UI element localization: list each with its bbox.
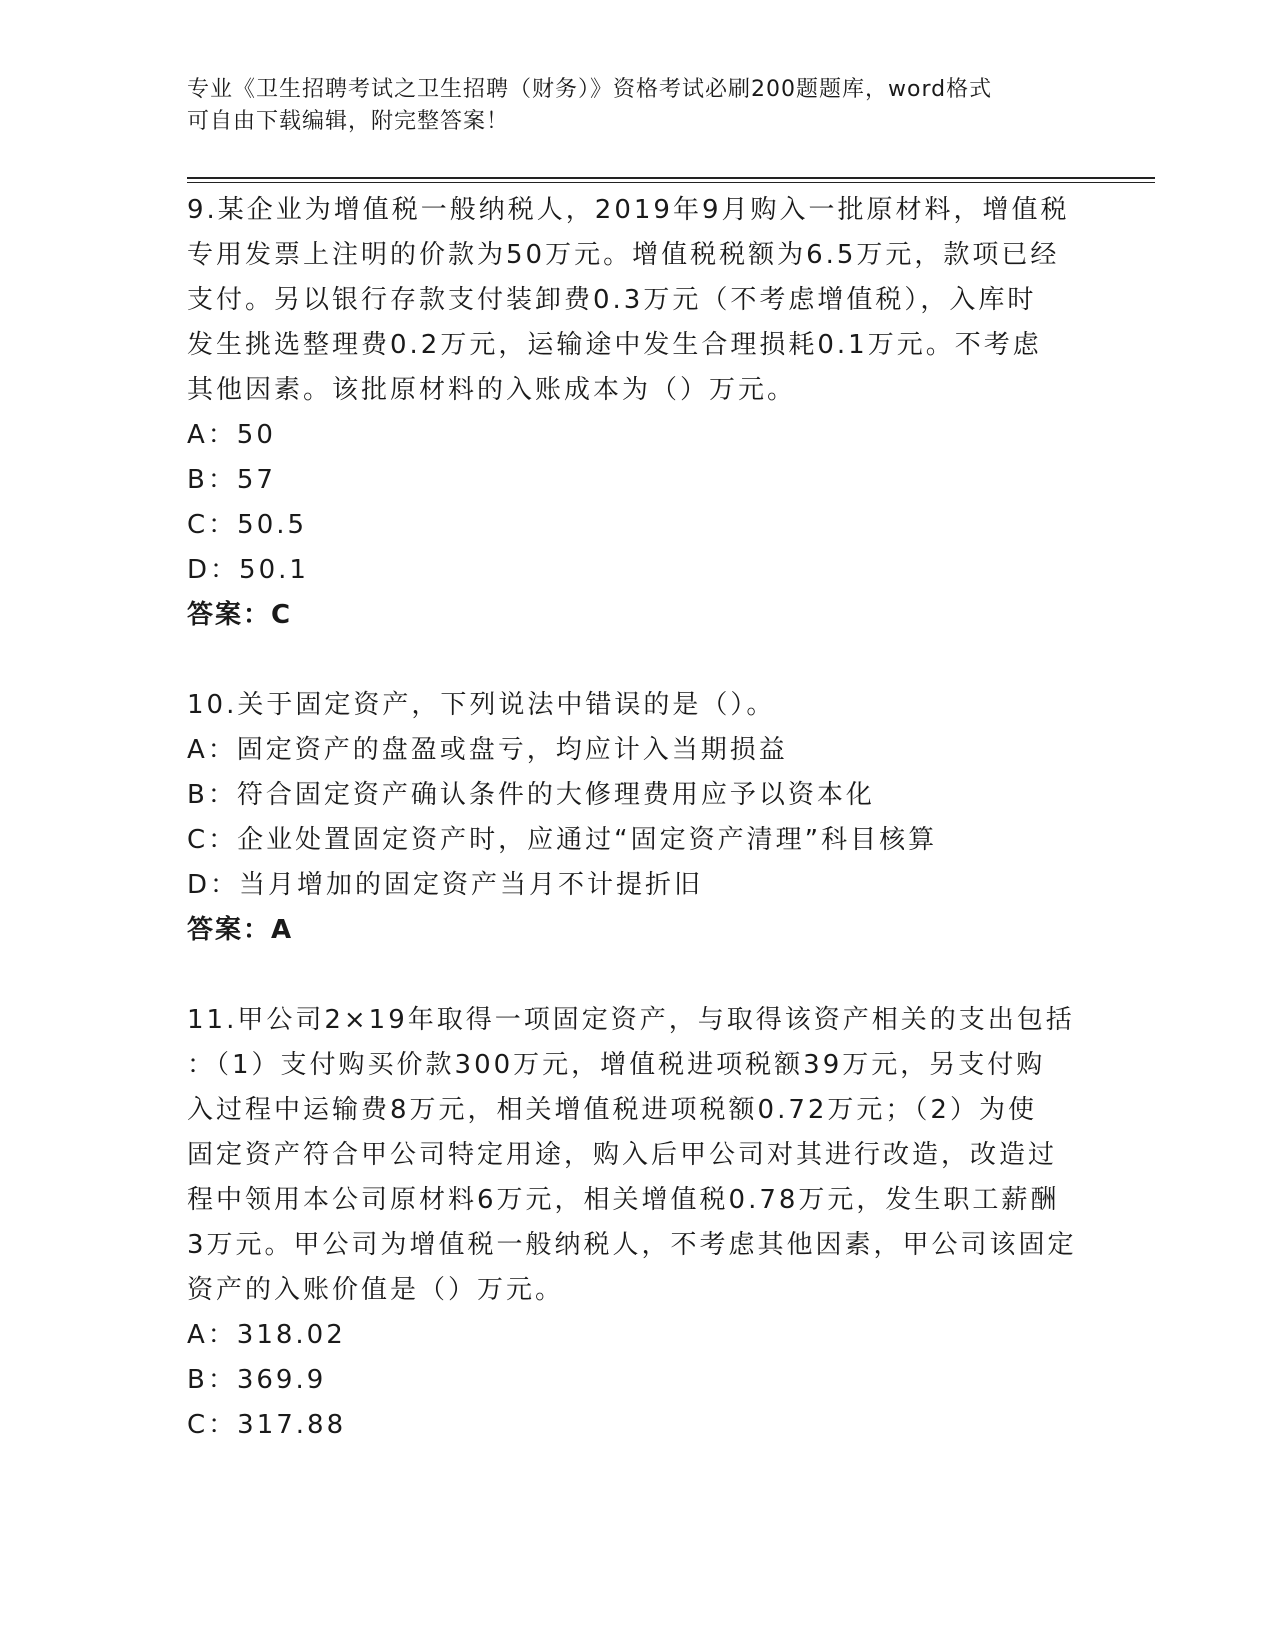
option-d: D：当月增加的固定资产当月不计提折旧 [187, 870, 704, 900]
option-b: B：369.9 [187, 1365, 327, 1395]
stem-line: 发生挑选整理费0.2万元，运输途中发生合理损耗0.1万元。不考虑 [187, 330, 1042, 360]
option-a: A：50 [187, 420, 276, 450]
header-divider-thick [187, 177, 1155, 179]
stem-line: 程中领用本公司原材料6万元，相关增值税0.78万元，发生职工薪酬 [187, 1185, 1060, 1215]
answer-label: 答案：A [187, 915, 294, 945]
stem-line: 固定资产符合甲公司特定用途，购入后甲公司对其进行改造，改造过 [187, 1140, 1058, 1170]
option-c: C：317.88 [187, 1410, 347, 1440]
question-stem [187, 998, 1087, 1313]
option-b: B：57 [187, 465, 276, 495]
option-d: D：50.1 [187, 555, 309, 585]
stem-line: 入过程中运输费8万元，相关增值税进项税额0.72万元；（2）为使 [187, 1095, 1037, 1125]
stem-line: 10.关于固定资产，下列说法中错误的是（）。 [187, 690, 776, 720]
stem-line: ：（1）支付购买价款300万元，增值税进项税额39万元，另支付购 [187, 1050, 1046, 1080]
question-stem [187, 683, 1087, 728]
question-9 [187, 188, 1087, 638]
stem-line: 11.甲公司2×19年取得一项固定资产，与取得该资产相关的支出包括 [187, 1005, 1075, 1035]
question-10 [187, 683, 1087, 953]
stem-line: 专用发票上注明的价款为50万元。增值税税额为6.5万元，款项已经 [187, 240, 1060, 270]
option-a: A：318.02 [187, 1320, 346, 1350]
document-header [187, 74, 1087, 138]
option-b: B：符合固定资产确认条件的大修理费用应予以资本化 [187, 780, 875, 810]
stem-line: 3万元。甲公司为增值税一般纳税人，不考虑其他因素，甲公司该固定 [187, 1230, 1077, 1260]
question-stem [187, 188, 1087, 413]
question-11 [187, 998, 1087, 1448]
stem-line: 9.某企业为增值税一般纳税人，2019年9月购入一批原材料，增值税 [187, 195, 1070, 225]
stem-line: 资产的入账价值是（）万元。 [187, 1275, 565, 1305]
option-c: C：企业处置固定资产时，应通过“固定资产清理”科目核算 [187, 825, 938, 855]
header-divider-thin [187, 182, 1155, 183]
answer-label: 答案：C [187, 600, 293, 630]
header-line-1: 专业《卫生招聘考试之卫生招聘（财务）》资格考试必刷200题题库，word格式 [187, 77, 993, 102]
header-line-2: 可自由下载编辑，附完整答案！ [187, 109, 510, 134]
stem-line: 支付。另以银行存款支付装卸费0.3万元（不考虑增值税），入库时 [187, 285, 1037, 315]
question-list [187, 188, 1087, 1493]
option-c: C：50.5 [187, 510, 308, 540]
stem-line: 其他因素。该批原材料的入账成本为（）万元。 [187, 375, 797, 405]
option-a: A：固定资产的盘盈或盘亏，均应计入当期损益 [187, 735, 788, 765]
